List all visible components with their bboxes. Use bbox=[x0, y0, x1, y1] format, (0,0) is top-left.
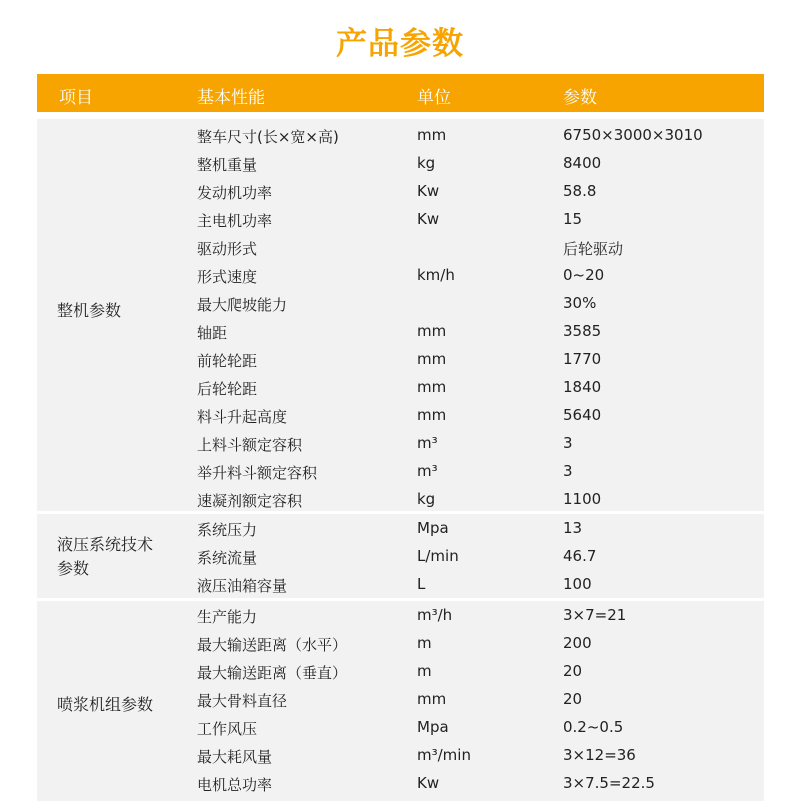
param-value: 3 bbox=[563, 462, 573, 480]
table-row bbox=[37, 629, 764, 657]
table-row bbox=[37, 177, 764, 205]
table-row bbox=[37, 769, 764, 797]
param-value: 200 bbox=[563, 634, 592, 652]
param-value: 100 bbox=[563, 575, 592, 593]
param-unit: kg bbox=[417, 154, 436, 172]
param-unit: L/min bbox=[417, 547, 459, 565]
group-machine bbox=[37, 119, 764, 511]
param-unit: Kw bbox=[417, 774, 440, 792]
table-row bbox=[37, 345, 764, 373]
table-row bbox=[37, 741, 764, 769]
param-name: 液压油箱容量 bbox=[197, 577, 288, 595]
param-name: 工作风压 bbox=[197, 720, 258, 738]
table-row bbox=[37, 401, 764, 429]
param-name: 主电机功率 bbox=[197, 212, 273, 230]
param-value: 1770 bbox=[563, 350, 602, 368]
param-unit: mm bbox=[417, 350, 447, 368]
table-row bbox=[37, 657, 764, 685]
param-unit: m³ bbox=[417, 462, 438, 480]
param-name: 上料斗额定容积 bbox=[197, 436, 303, 454]
param-unit: Kw bbox=[417, 182, 440, 200]
group-spraying bbox=[37, 601, 764, 801]
group-label-hydraulic-line1: 液压系统技术 bbox=[57, 535, 154, 554]
header-params: 参数 bbox=[563, 88, 597, 108]
group-label-machine: 整机参数 bbox=[57, 301, 122, 320]
param-name: 料斗升起高度 bbox=[197, 408, 288, 426]
table-row bbox=[37, 570, 764, 598]
param-unit: kg bbox=[417, 490, 436, 508]
param-value: 8400 bbox=[563, 154, 602, 172]
table-row bbox=[37, 601, 764, 629]
param-unit: mm bbox=[417, 322, 447, 340]
param-unit: Mpa bbox=[417, 519, 449, 537]
table-row bbox=[37, 149, 764, 177]
param-unit: m³/h bbox=[417, 606, 453, 624]
param-value: 3×7=21 bbox=[563, 606, 627, 624]
param-name: 轴距 bbox=[197, 324, 228, 342]
param-name: 系统压力 bbox=[197, 521, 258, 539]
table-row bbox=[37, 317, 764, 345]
param-name: 生产能力 bbox=[197, 608, 258, 626]
param-value: 46.7 bbox=[563, 547, 597, 565]
param-name: 形式速度 bbox=[197, 268, 258, 286]
param-value: 13 bbox=[563, 519, 583, 537]
param-unit: mm bbox=[417, 690, 447, 708]
header-item: 项目 bbox=[59, 88, 93, 108]
param-name: 最大耗风量 bbox=[197, 748, 273, 766]
table-row bbox=[37, 261, 764, 289]
table-row bbox=[37, 429, 764, 457]
header-performance: 基本性能 bbox=[197, 88, 265, 108]
param-name: 整车尺寸(长×宽×高) bbox=[197, 128, 339, 146]
param-name: 驱动形式 bbox=[197, 240, 258, 258]
param-unit: Kw bbox=[417, 210, 440, 228]
group-label-hydraulic-line2: 参数 bbox=[57, 559, 90, 578]
table-row bbox=[37, 373, 764, 401]
param-value: 20 bbox=[563, 662, 583, 680]
param-name: 举升料斗额定容积 bbox=[197, 464, 318, 482]
param-unit: m³/min bbox=[417, 746, 471, 764]
param-name: 电机总功率 bbox=[197, 776, 273, 794]
table-row bbox=[37, 233, 764, 261]
param-unit: L bbox=[417, 575, 426, 593]
param-unit: mm bbox=[417, 126, 447, 144]
param-value: 15 bbox=[563, 210, 583, 228]
param-unit: km/h bbox=[417, 266, 455, 284]
param-value: 0.2~0.5 bbox=[563, 718, 624, 736]
param-name: 后轮轮距 bbox=[197, 380, 258, 398]
param-unit: m bbox=[417, 662, 432, 680]
table-row bbox=[37, 713, 764, 741]
table-row bbox=[37, 514, 764, 542]
param-unit: m bbox=[417, 634, 432, 652]
group-hydraulic bbox=[37, 514, 764, 598]
param-name: 最大输送距离（垂直） bbox=[197, 664, 348, 682]
param-unit: m³ bbox=[417, 434, 438, 452]
table-row bbox=[37, 457, 764, 485]
param-unit: mm bbox=[417, 406, 447, 424]
table-row bbox=[37, 289, 764, 317]
param-value: 3585 bbox=[563, 322, 602, 340]
table-header bbox=[37, 74, 764, 112]
param-value: 3 bbox=[563, 434, 573, 452]
param-value: 后轮驱动 bbox=[563, 240, 624, 258]
param-name: 最大输送距离（水平） bbox=[197, 636, 348, 654]
param-value: 3×12=36 bbox=[563, 746, 636, 764]
param-name: 系统流量 bbox=[197, 549, 258, 567]
param-value: 0~20 bbox=[563, 266, 605, 284]
param-value: 3×7.5=22.5 bbox=[563, 774, 655, 792]
param-name: 发动机功率 bbox=[197, 184, 273, 202]
table-row bbox=[37, 542, 764, 570]
table-row bbox=[37, 485, 764, 513]
param-name: 最大爬坡能力 bbox=[197, 296, 288, 314]
header-unit: 单位 bbox=[417, 88, 451, 108]
param-name: 整机重量 bbox=[197, 156, 258, 174]
param-value: 1100 bbox=[563, 490, 602, 508]
group-label-spraying: 喷浆机组参数 bbox=[57, 695, 154, 714]
param-value: 58.8 bbox=[563, 182, 597, 200]
param-unit: Mpa bbox=[417, 718, 449, 736]
page-title: 产品参数 bbox=[336, 26, 464, 62]
param-value: 20 bbox=[563, 690, 583, 708]
table-row bbox=[37, 205, 764, 233]
table-row bbox=[37, 121, 764, 149]
param-name: 前轮轮距 bbox=[197, 352, 258, 370]
param-value: 6750×3000×3010 bbox=[563, 126, 703, 144]
table-row bbox=[37, 685, 764, 713]
param-value: 30% bbox=[563, 294, 597, 312]
param-value: 5640 bbox=[563, 406, 602, 424]
param-value: 1840 bbox=[563, 378, 602, 396]
param-unit: mm bbox=[417, 378, 447, 396]
param-name: 最大骨料直径 bbox=[197, 692, 288, 710]
param-name: 速凝剂额定容积 bbox=[197, 492, 303, 510]
